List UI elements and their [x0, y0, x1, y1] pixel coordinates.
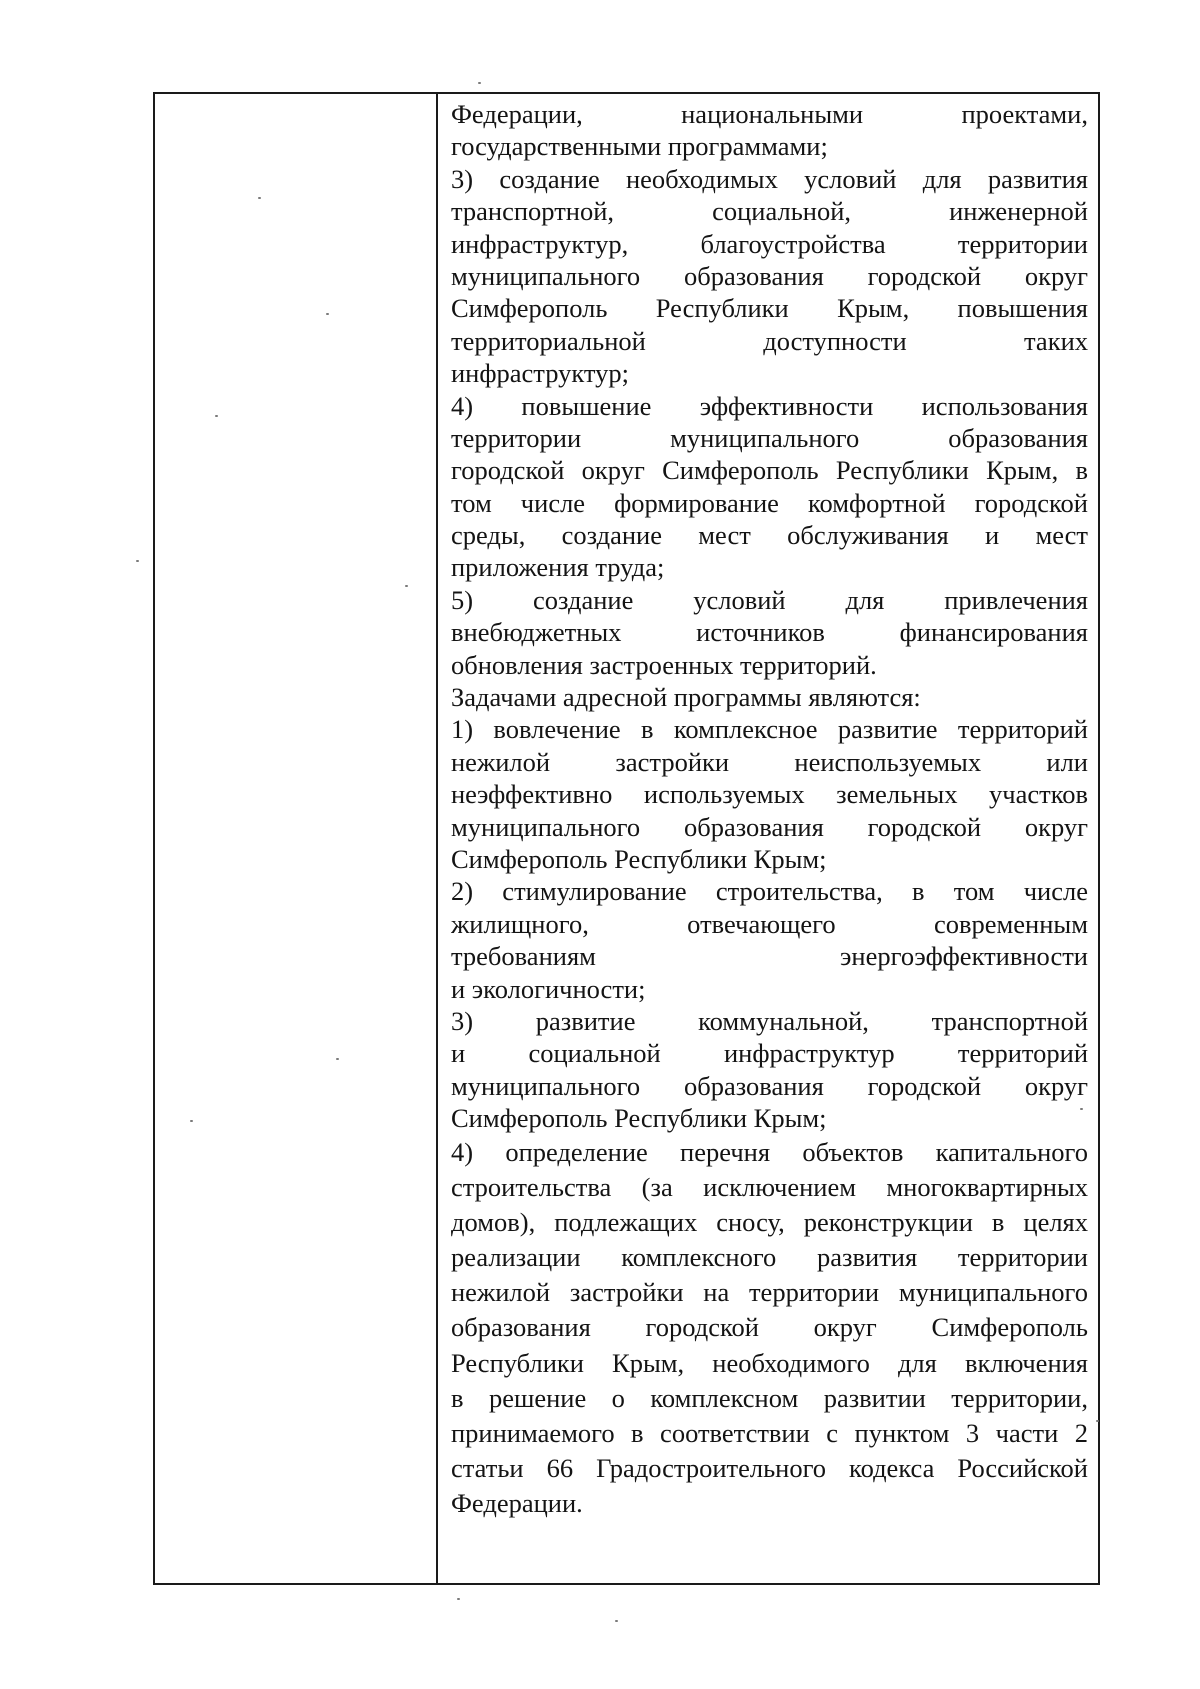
text-line: обновления застроенных территорий.	[451, 649, 877, 680]
text-line: муниципального образования городской округ	[451, 811, 1088, 842]
text-line: 3) создание необходимых условий для развития	[451, 163, 1088, 194]
scan-speck	[136, 560, 139, 562]
scan-speck	[405, 585, 408, 587]
text-line: государственными программами;	[451, 131, 828, 162]
body-text	[451, 98, 1088, 1522]
text-line: среды, создание мест обслуживания и мест	[451, 520, 1088, 551]
text-line: инфраструктур, благоустройства территории	[451, 228, 1088, 259]
text-line: жилищного, отвечающего современным	[451, 908, 1088, 939]
text-line: территориальной доступности таких	[451, 325, 1088, 356]
text-line: неэффективно используемых земельных участков	[451, 779, 1088, 810]
text-line: 5) создание условий для привлечения	[451, 584, 1088, 615]
text-line: 4) определение перечня объектов капитального	[451, 1136, 1088, 1167]
scan-speck	[615, 1620, 618, 1622]
text-line: 3) развитие коммунальной, транспортной	[451, 1005, 1088, 1036]
text-line: нежилой застройки на территории муниципального	[451, 1277, 1088, 1308]
scan-speck	[457, 1598, 460, 1600]
text-line: 4) повышение эффективности использования	[451, 390, 1088, 421]
scan-speck	[478, 82, 481, 84]
text-line: территории муниципального образования	[451, 422, 1088, 453]
text-line: и экологичности;	[451, 973, 646, 1004]
text-line: Симферополь Республики Крым;	[451, 843, 827, 874]
text-line: муниципального образования городской округ	[451, 1070, 1088, 1101]
scan-speck	[326, 313, 329, 315]
scan-speck	[1096, 1420, 1099, 1422]
text-line: городской округ Симферополь Республики Крым, в	[451, 455, 1088, 486]
text-line: Симферополь Республики Крым, повышения	[451, 293, 1088, 324]
text-line: в решение о комплексном развитии территории,	[451, 1382, 1088, 1413]
text-line: и социальной инфраструктур территорий	[451, 1038, 1088, 1069]
text-line: принимаемого в соответствии с пунктом 3 части 2	[451, 1418, 1088, 1448]
text-line: требованиям энергоэффективности	[451, 941, 1088, 972]
document-table	[153, 92, 1100, 1585]
text-line: Федерации.	[451, 1488, 583, 1519]
text-line: Республики Крым, необходимого для включения	[451, 1347, 1088, 1378]
text-line: Задачами адресной программы являются:	[451, 682, 921, 713]
text-line: образования городской округ Симферополь	[451, 1312, 1088, 1343]
text-line: домов), подлежащих сносу, реконструкции в целях	[451, 1206, 1088, 1237]
scan-speck	[258, 197, 261, 199]
text-line: Федерации, национальными проектами,	[451, 99, 1088, 129]
text-line: внебюджетных источников финансирования	[451, 617, 1088, 648]
text-line: транспортной, социальной, инженерной	[451, 196, 1088, 227]
text-line: нежилой застройки неиспользуемых или	[451, 746, 1088, 777]
text-line: 2) стимулирование строительства, в том числе	[451, 876, 1088, 907]
scan-speck	[1080, 1108, 1083, 1110]
text-line: инфраструктур;	[451, 358, 629, 389]
table-left-cell	[155, 94, 438, 1583]
text-line: статьи 66 Градостроительного кодекса Российской	[451, 1453, 1088, 1484]
text-line: приложения труда;	[451, 552, 665, 583]
scan-speck	[215, 415, 218, 417]
scan-speck	[336, 1058, 339, 1060]
text-line: Симферополь Республики Крым;	[451, 1103, 827, 1134]
text-line: муниципального образования городской округ	[451, 260, 1088, 291]
text-line: реализации комплексного развития территории	[451, 1242, 1088, 1273]
text-line: 1) вовлечение в комплексное развитие территорий	[451, 714, 1088, 745]
text-line: строительства (за исключением многоквартирных	[451, 1171, 1088, 1202]
table-right-cell	[438, 94, 1098, 1583]
text-line: том числе формирование комфортной городской	[451, 487, 1088, 518]
scan-speck	[190, 1120, 193, 1122]
